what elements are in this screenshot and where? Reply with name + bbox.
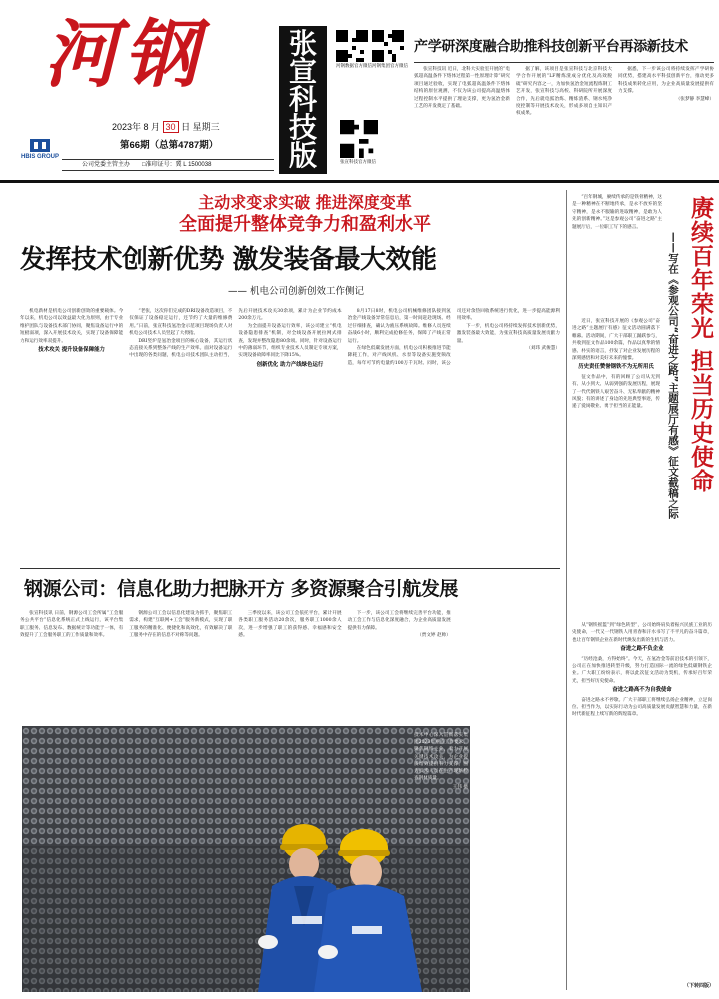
second-story-title: 钢源公司：信息化助力把脉开方 多资源聚合引航发展	[24, 578, 459, 600]
paragraph: 张宣科技讯 日前，钢源公司工会所属“工会服务公共平台”信息化系统正式上线运行，该平台集职工服务、信息发布、数据统计等功能于一体，有效提升了工会服务职工的工作质量和效率。	[20, 611, 124, 639]
paragraph: 下一步，机电公司将持续发挥技术创新优势，激发装备最大效能，为张宣科技高质量发展贡献力量。	[456, 323, 560, 344]
byline: （张梦静 李慧峰）	[675, 96, 714, 102]
news-photo	[22, 726, 470, 992]
sponsor-text: 公司党委主管主办	[82, 162, 131, 168]
feature-body	[20, 308, 560, 566]
paragraph: 奋进之路永不停歇。广大干部职工将继续弘扬企业精神，立足岗位、担当作为，以实际行动为公司高质量发展贡献智慧和力量，在新时代新征程上续写新的辉煌篇章。	[572, 697, 712, 718]
paragraph: 三季度以来，该公司工会依托平台，累计开展各类职工服务活动20余次，服务职工1000余人次，进一步增强了职工的获得感、幸福感和安全感。	[238, 611, 342, 639]
paragraph: 为全面提升设备运行效率，该公司建立“机电设备隐患排查”机制，对全线设备开展拉网式排查，发现并整改隐患80余项。同时，针对设备运行中的薄弱环节，组织专业技术人员制定专项方案，实现设备故障率同比下降15%。	[238, 323, 342, 359]
photo-credit: 王伟 摄	[452, 785, 468, 791]
hbis-label: HBIS GROUP	[20, 154, 59, 160]
paragraph: DRI竖炉是氢冶金项目的核心设备，其运行状态直接关系到整条产线的生产效率。面对设备运行中出现的各类问题，机电公司技术团队主动担当，先后开展技术攻关30余项，累计为企业节约成本200余万元。	[129, 309, 342, 359]
right-subhead: 奋进之路不负企业	[620, 646, 664, 653]
masthead	[0, 0, 719, 180]
paragraph: 据悉，下一步该公司将持续发挥产学研协同优势，搭建高水平科技创新平台，推动更多科技成果转化应用，为企业高质量发展提供有力支撑。	[618, 67, 714, 95]
right-body-lower	[572, 622, 712, 982]
paragraph: “历经沧桑，方得始终”。今天，在氢冶金等前沿技术的引领下，公司正在加快推进转型升级，努力打造国际一流的绿色低碳钢铁企业。广大职工纷纷表示，将以此次征文活动为契机，传承好百年荣光，担当好历史使命。	[572, 656, 712, 684]
second-story-body	[20, 610, 560, 720]
divider	[20, 568, 560, 569]
top-story-title: 产学研深度融合助推科技创新平台再添新技术	[414, 39, 688, 55]
right-title-main: 赓续百年荣光 担当历史使命	[687, 196, 713, 494]
paragraph: 据了解，该项目是张宣科技与北京科技大学合作开展的“LF精炼渣成分优化及高效脱硫”研究内容之一，为加快氢冶金短流程炼钢工艺开发，张宣科技与高校、科研院所开展深度合作，先后就电弧冶炼、精炼渣系、钢水纯净度控制等开展技术攻关，形成多项自主知识产权成果。	[516, 67, 612, 117]
paragraph: 近日，张宣科技开展的《参观公司“奋进之路”主题展厅有感》征文活动圆满落下帷幕。活动期间，广大干部职工踊跃参与，共收到征文作品100余篇，作品以真挚的情感、朴实的语言，抒发了对企业发展历程的深刻感悟和对美好未来的憧憬。	[572, 319, 660, 362]
right-subhead: 历史责任赞誉钢铁不为无所用氏	[578, 364, 654, 371]
paragraph: 在绿色低碳发展方面，机电公司积极推进节能降耗工作，对产线风机、水泵等设备实施变频改造，每年可节约电量约100万千瓦时。同时，该公司还对余热回收系统进行优化，进一步提高能源利用效率。	[347, 309, 560, 366]
issue-number: 第66期（总第4787期）	[120, 140, 219, 151]
right-subhead: 奋进之路高不为自我使命	[612, 687, 672, 694]
feature-subhead: 技术攻关 提升设备保障能力	[38, 347, 105, 354]
paragraph: 征文作品中，有的回顾了公司从无到有、从小到大、从弱到强的发展历程，展现了一代代钢铁人艰苦奋斗、无私奉献的精神风貌；有的讲述了身边的先进典型事迹，传递了爱岗敬业、勇于担当的正能量。	[572, 374, 660, 410]
top-story-body	[414, 66, 714, 178]
continued-note: （下转四版）	[683, 983, 714, 989]
banner-line-2: 全面提升整体竞争力和盈利水平	[179, 214, 431, 235]
feature-title: 发挥技术创新优势 激发装备最大效能	[20, 245, 437, 275]
column-char: 技	[288, 111, 317, 144]
paragraph: 机电新材是机电公司创新创效的重要载体。今年以来，机电公司以效益最大化为原则，由于专业维护团队与设备技术部门协同，聚焦设备运行中的短板弱项，深入开展技术攻关，实现了设备保障能力和运行效率双提升。	[20, 309, 124, 344]
paragraph: 钢源公司工会以信息化建设为抓手，聚焦职工需求，构建“互联网+工会”服务新模式，实现了职工服务的精准化、便捷化和高效化，有效解决了职工服务中存在的信息不对称等问题。	[129, 611, 233, 639]
qr-caption: 河钢集团官方微信	[372, 63, 408, 68]
sponsor-bar	[62, 159, 274, 171]
byline: （刘玮 武俊慧）	[526, 346, 560, 352]
column-char: 科	[288, 83, 317, 116]
divider	[414, 62, 714, 63]
qr-code-1	[336, 30, 372, 69]
qr-code-3	[340, 120, 378, 165]
qr-code-2	[372, 30, 408, 69]
photo-caption: 技术中心深入贯彻落实集团2023年重点工作要求，聚焦钢铁主业，着力开展关键技术攻关，为企业提质增效提供有力支撑。图为技术人员在生产现场检查钢材质量。 王伟 摄	[414, 733, 468, 791]
byline: （贾文婷 赵帅）	[417, 633, 451, 639]
column-divider	[566, 190, 567, 990]
column-char: 宣	[288, 55, 317, 88]
newspaper-logo: 河钢	[44, 12, 204, 98]
paragraph: 张宣科技讯 近日，北科大实验室开展的“电弧超高温条件下熔体过程第一性原理计算”研究项目通过验收，实现了电弧超高温条件下熔体结构的原位观测，不仅为该公司提高高温熔体过程控制水平提供了理论支撑，更为氢冶金新工艺的开发奠定了基础。	[414, 67, 510, 110]
right-title-sub: ——写在《参观公司“奋进之路”主题展厅有感》征文截稿之际	[667, 232, 679, 519]
paragraph: 下一步，该公司工会将继续完善平台功能，推动工会工作与信息化深度融合，为企业高质量发展提供有力保障。	[347, 611, 451, 631]
masthead-rule	[0, 180, 719, 183]
paragraph: 从“钢铁摇篮”到“绿色转型”，公司始终肩负着振兴民族工业的历史使命，一代又一代钢铁人用青春和汗水书写了不平凡的奋斗篇章，也让百年钢铁企业在新时代焕发出新的生机与活力。	[572, 623, 712, 643]
qr-caption: 河钢数据官方微信	[336, 63, 372, 68]
feature-subtitle: —— 机电公司创新创效工作侧记	[228, 286, 365, 297]
right-body	[572, 318, 660, 618]
right-intro	[572, 194, 662, 314]
column-char: 张	[288, 27, 317, 60]
issue-date: 2023年 8 月 30 日 星期三	[112, 122, 220, 132]
column-char: 版	[288, 139, 317, 172]
column-banner	[279, 26, 327, 174]
paragraph: 8月17日8时，机电公司机械维修团队接到氢冶金产线设备异常信息后，第一时间赶赴现场。经过仔细排查，确认为液压系统故障。维修人员连续奋战6小时，顺利完成抢修任务，保障了产线正常运行。	[347, 309, 451, 344]
qr-caption: 张宣科技官方微信	[340, 159, 376, 164]
paragraph: “百年钢城，赓续传承的是铁骨精神，这是一种精神在不断地传承，是永不放弃的坚守精神，是永不服输的进取精神，是敢为人先的创新精神。”这是参观公司“奋进之路”主题展厅后，一位职工写下的感言。	[572, 195, 662, 230]
license-text: □准印证号：冀 L 1500038	[142, 162, 212, 168]
banner-line-1: 主动求变求实破 推进深度变革	[198, 193, 412, 212]
hbis-logo	[20, 138, 60, 164]
feature-subhead: 创新优化 助力产线绿色运行	[256, 361, 324, 368]
paragraph: “老张，这次你们完成的DRI设备改造项目，不仅保证了设备稳定运行，还节约了大量的维修费用。”日前，张宣科技氢冶金示范项目现场负责人对机电公司技术人员竖起了大拇指。	[129, 309, 233, 337]
